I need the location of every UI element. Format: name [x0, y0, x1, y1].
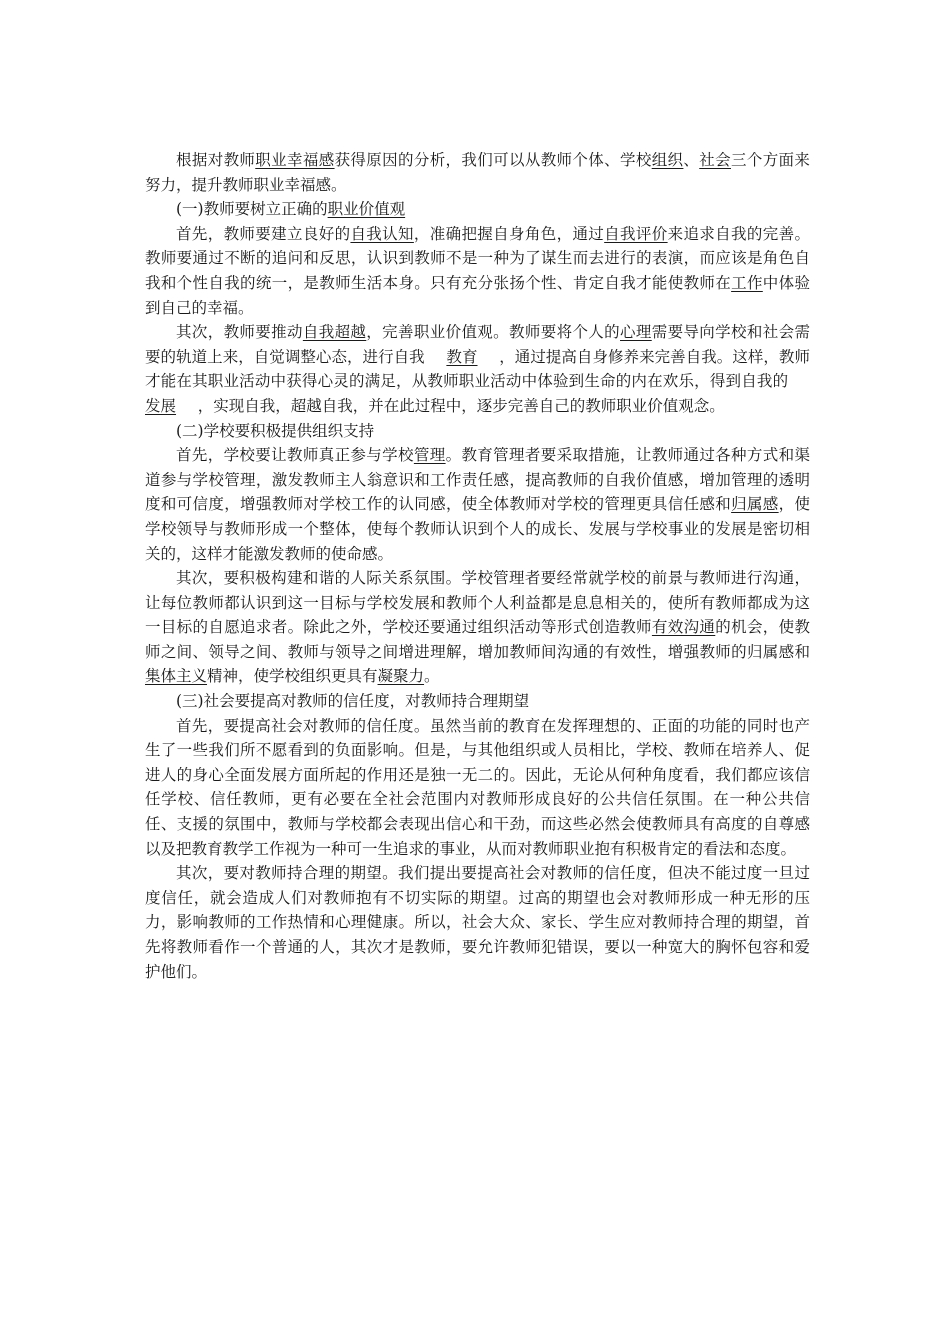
paragraph-text: 首先，学校要让教师真正参与学校 [176, 446, 414, 465]
keyword-link[interactable]: 管理 [413, 446, 446, 465]
keyword-link[interactable]: 教育 [446, 347, 478, 366]
section-3-paragraph-2 [145, 861, 810, 984]
paragraph-text: ，使学校领导与教师形成一个整体，使每个教师认识到个人的成长、发展与学校事业的发展是密切相关的，这样才能激发教师的使命感。 [145, 495, 810, 563]
keyword-link[interactable]: 发展 [145, 396, 177, 415]
keyword-link[interactable]: 自我认知 [350, 224, 414, 243]
paragraph-text: 其次，要对教师持合理的期望。我们提出要提高社会对教师的信任度，但决不能过度一旦过度信任，就会造成人们对教师抱有不切实际的期望。过高的期望也会对教师形成一种无形的压力，影响教师的工作热情和心理健康。所以，社会大众、家长、学生应对教师持合理的期望，首先将教师看作一个普通的人，其次才是教师，要允许教师犯错误，要以一种宽大的胸怀包容和爱护他们。 [145, 864, 810, 981]
paragraph-text: 首先，要提高社会对教师的信任度。虽然当前的教育在发挥理想的、正面的功能的同时也产生了一些我们所不愿看到的负面影响。但是，与其他组织或人员相比，学校、教师在培养人、促进人的身心全面发展方面所起的作用还是独一无二的。因此，无论从何种角度看，我们都应该信任学校、信任教师，更有必要在全社会范围内对教师形成良好的公共信任氛围。在一种公共信任、支援的氛围中，教师与学校都会表现出信心和干劲，而这些必然会使教师具有高度的自尊感以及把教育教学工作视为一种可一生追求的事业，从而对教师职业抱有积极肯定的看法和态度。 [145, 716, 810, 858]
document-body [145, 148, 810, 984]
keyword-link[interactable]: 自我超越 [302, 323, 367, 342]
paragraph-text: ，通过提高自身修养来完善自我。这样，教师才能在其职业活动中获得心灵的满足，从教师职业活动中体验到生命的内在欢乐，得到自我的 [145, 347, 810, 391]
keyword-link[interactable]: 组织 [651, 151, 684, 169]
keyword-link[interactable]: 自我评价 [604, 224, 668, 243]
section-heading-1 [145, 197, 810, 222]
keyword-link[interactable]: 社会 [699, 151, 731, 169]
paragraph-text: 根据对教师 [176, 151, 256, 169]
paragraph-text: 精神，使学校组织更具有 [207, 667, 378, 686]
section-heading-3 [145, 689, 810, 714]
paragraph-text: ，完善职业价值观。教师要将个人的 [366, 323, 621, 342]
paragraph-text: 获得原因的分析，我们可以从教师个体、学校 [334, 151, 652, 169]
paragraph-text: (一)教师要树立正确的 [176, 200, 328, 219]
paragraph-text: (三)社会要提高对教师的信任度，对教师持合理期望 [176, 692, 530, 711]
paragraph-text: 中体验到自己的幸福。 [145, 273, 810, 317]
paragraph-text: (二)学校要积极提供组织支持 [176, 421, 375, 440]
paragraph-text: 其次，要积极构建和谐的人际关系氛围。学校管理者要经常就学校的前景与教师进行沟通，让每位教师都认识到这一目标与学校发展和教师个人利益都是息息相关的，使所有教师都成为这一目标的自愿追求者。除此之外，学校还要通过组织活动等形式创造教师 [145, 569, 810, 637]
keyword-link[interactable]: 有效沟通 [651, 618, 716, 637]
keyword-link[interactable]: 凝聚力 [377, 667, 425, 686]
section-heading-2 [145, 419, 810, 444]
section-1-paragraph-2 [145, 320, 810, 418]
paragraph-text: 。教育管理者要采取措施，让教师通过各种方式和渠道参与学校管理，激发教师主人翁意识和工作责任感，提高教师的自我价值感，增加管理的透明度和可信度，增强教师对学校工作的认同感，使全体教师对学校的管理更具信任感和 [145, 446, 810, 514]
keyword-link[interactable]: 集体主义 [145, 667, 208, 686]
intro-paragraph [145, 148, 810, 197]
keyword-link[interactable]: 心理 [620, 323, 652, 342]
section-2-paragraph-2 [145, 566, 810, 689]
paragraph-text: 、 [683, 151, 700, 169]
section-1-paragraph-1 [145, 222, 810, 320]
section-2-paragraph-1 [145, 443, 810, 566]
paragraph-text: 其次，教师要推动 [176, 323, 303, 342]
paragraph-text: 首先，教师要建立良好的 [176, 224, 351, 243]
paragraph-text: ，实现自我，超越自我，并在此过程中，逐步完善自己的教师职业价值观念。 [197, 396, 725, 415]
paragraph-text: 需要导向学校和社会需要的轨道上来，自觉调整心态，进行自我 [145, 323, 810, 366]
paragraph-text: 来追求自我的完善。教师要通过不断的追问和反思，认识到教师不是一种为了谋生而去进行的表演，而应该是角色自我和个性自我的统一，是教师生活本身。只有充分张扬个性、肯定自我才能使教师在 [145, 224, 810, 292]
paragraph-text: ，准确把握自身角色，通过 [413, 224, 605, 243]
keyword-link[interactable]: 工作 [731, 273, 763, 292]
section-3-paragraph-1 [145, 714, 810, 862]
paragraph-text: 的机会，使教师之间、领导之间、教师与领导之间增进理解，增加教师间沟通的有效性，增强教师的归属感和 [145, 618, 810, 661]
keyword-link[interactable]: 职业价值观 [327, 200, 406, 219]
paragraph-text: 。 [424, 667, 440, 686]
keyword-link[interactable]: 归属感 [731, 495, 779, 514]
paragraph-text: 三个方面来努力，提升教师职业幸福感。 [145, 151, 810, 194]
keyword-link[interactable]: 职业幸福感 [255, 151, 335, 169]
